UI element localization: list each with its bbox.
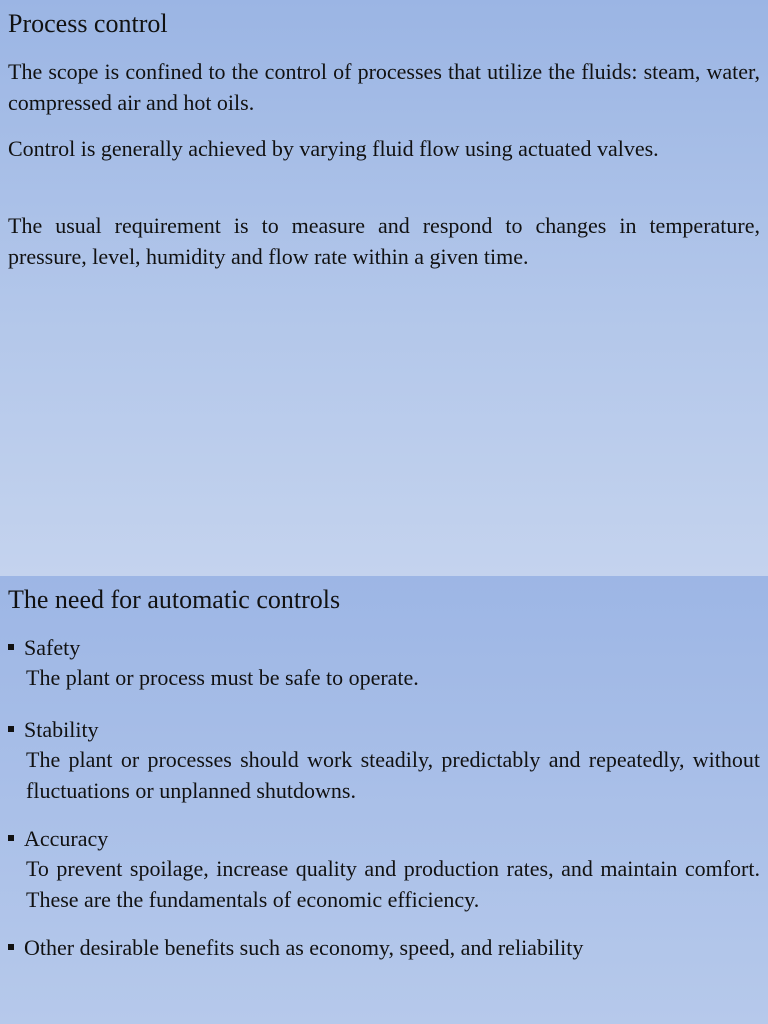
paragraph-scope: The scope is confined to the control of processes that utilize the fluids: steam, water, compressed air and hot oils. [8, 59, 760, 115]
bullet-other-benefits [8, 934, 760, 962]
bullet-accuracy [8, 825, 760, 915]
bullet-heading: Accuracy [24, 826, 109, 851]
slide-title: Process control [8, 9, 168, 38]
slide-automatic-controls [0, 576, 768, 1024]
bullet-heading: Safety [24, 635, 81, 660]
bullet-text: The plant or process must be safe to operate. [26, 665, 419, 690]
slide-title: The need for automatic controls [8, 585, 341, 614]
bullet-text: To prevent spoilage, increase quality and production rates, and maintain comfort. These are the fundamentals of economic efficiency. [26, 856, 760, 912]
bullet-square-icon [8, 835, 14, 841]
paragraph-control: Control is generally achieved by varying fluid flow using actuated valves. [8, 136, 659, 161]
bullet-heading: Stability [24, 717, 99, 742]
bullet-square-icon [8, 726, 14, 732]
bullet-text: The plant or processes should work steadily, predictably and repeatedly, without fluctuations or unplanned shutdowns. [26, 747, 760, 803]
bullet-square-icon [8, 944, 14, 950]
paragraph-requirement: The usual requirement is to measure and respond to changes in temperature, pressure, level, humidity and flow rate within a given time. [8, 213, 760, 269]
bullet-safety [8, 634, 760, 693]
bullet-heading: Other desirable benefits such as economy, speed, and reliability [24, 935, 584, 960]
bullet-square-icon [8, 644, 14, 650]
bullet-stability [8, 716, 760, 806]
